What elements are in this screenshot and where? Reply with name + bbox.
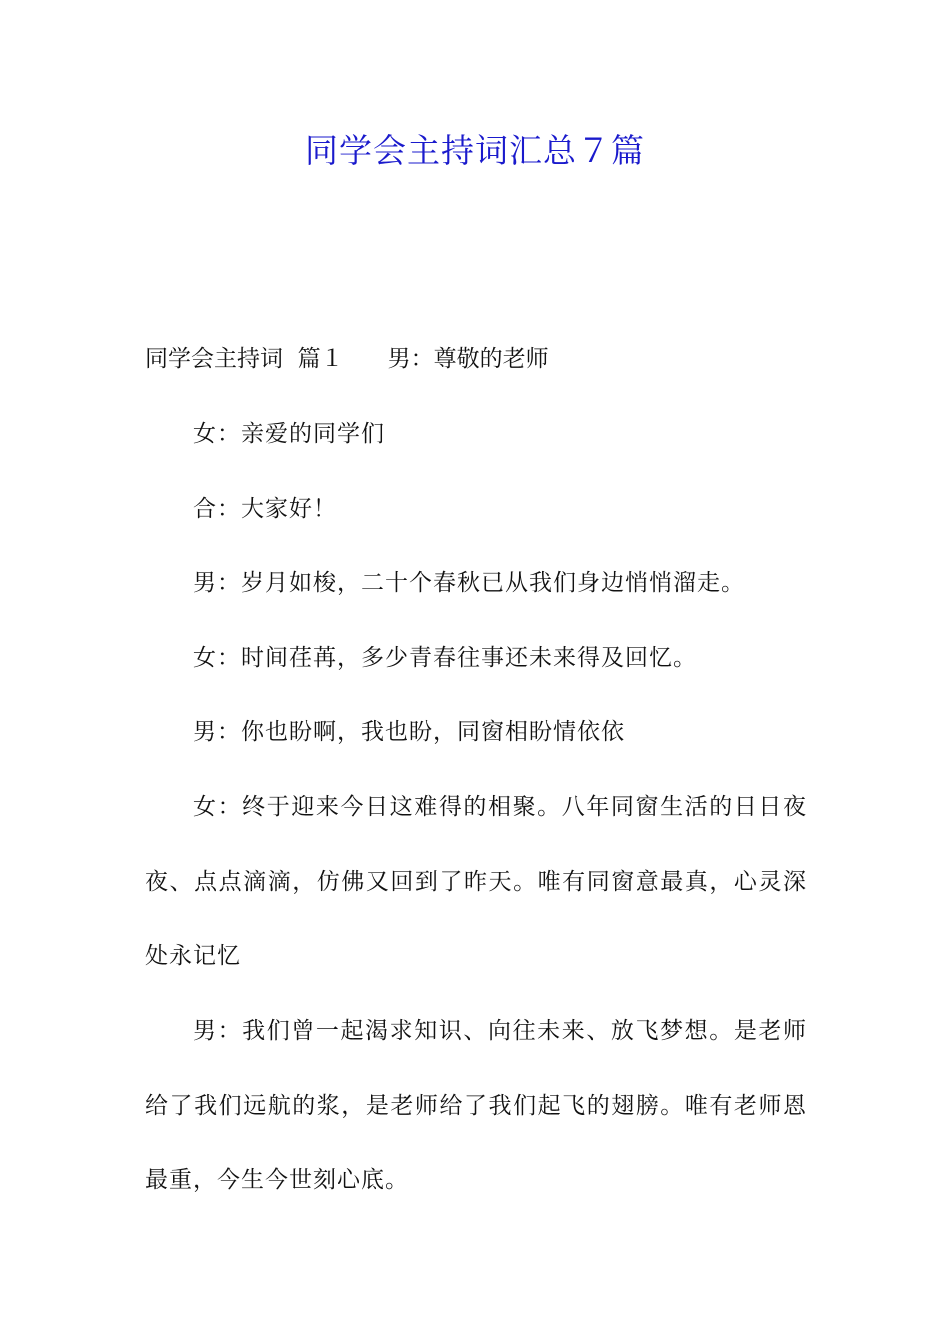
dialogue-line-1: 男：尊敬的老师 bbox=[387, 346, 549, 372]
dialogue-line-6: 男：你也盼啊，我也盼，同窗相盼情依依 bbox=[193, 719, 625, 745]
document-title: 同学会主持词汇总７篇 bbox=[305, 131, 645, 170]
section-heading: 同学会主持词 篇１ bbox=[145, 346, 344, 372]
dialogue-line-2: 女：亲爱的同学们 bbox=[193, 421, 385, 447]
dialogue-line-3: 合：大家好！ bbox=[193, 496, 337, 522]
dialogue-paragraph-8: 男：我们曾一起渴求知识、向往未来、放飞梦想。是老师给了我们远航的浆，是老师给了我们起飞的翅膀。唯有老师恩最重，今生今世刻心底。 bbox=[145, 1018, 807, 1193]
dialogue-line-5: 女：时间荏苒，多少青春往事还未来得及回忆。 bbox=[193, 645, 697, 671]
dialogue-line-4: 男：岁月如梭，二十个春秋已从我们身边悄悄溜走。 bbox=[193, 570, 745, 596]
first-line bbox=[145, 336, 845, 382]
dialogue-paragraph-7: 女：终于迎来今日这难得的相聚。八年同窗生活的日日夜夜、点点滴滴，仿佛又回到了昨天。唯有同窗意最真，心灵深处永记忆 bbox=[145, 794, 807, 969]
